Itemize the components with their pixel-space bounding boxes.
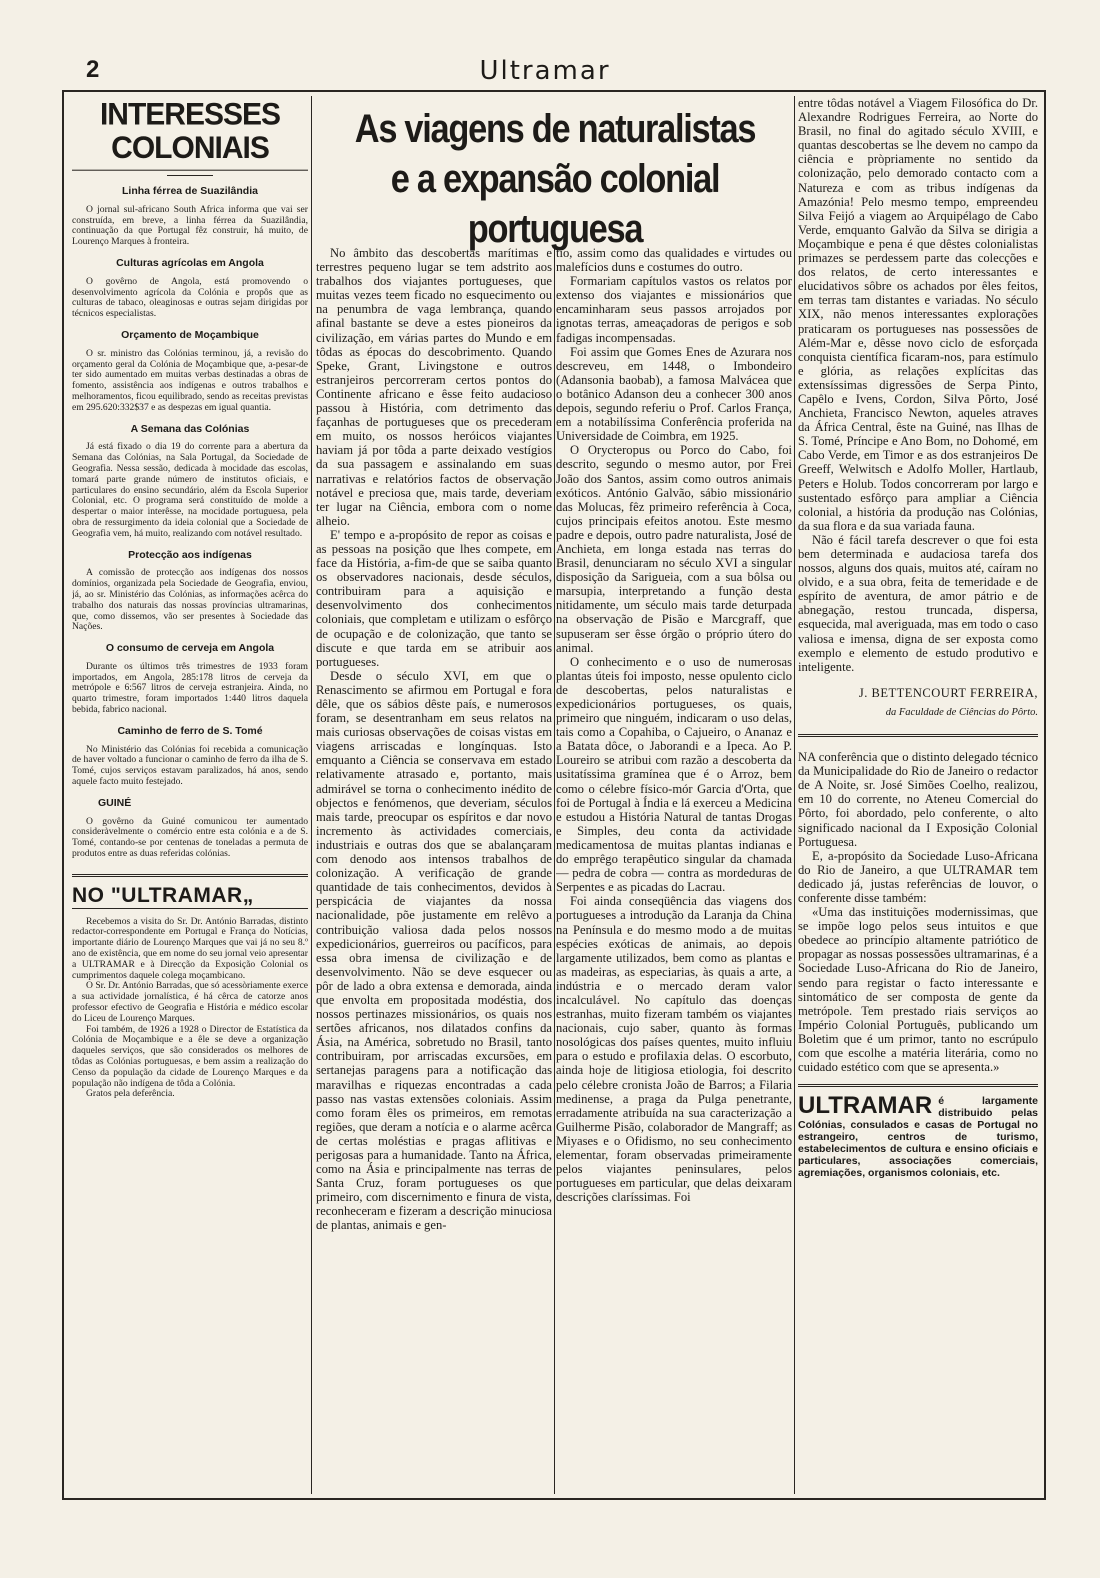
paragraph: NA conferência que o distinto delegado técnico da Municipalidade do Rio de Janeiro o redactor de A Noite, sr. José Simões Coelho, realizou, em 10 do corrente, no Ateneu Comercial do Pôrto, foi abordado, pelo conferente, o alto significado nacional da I Exposição Colonial Portuguesa.	[798, 750, 1038, 849]
interesses-coloniais-column	[72, 96, 308, 1484]
article-column-4	[798, 96, 1038, 1490]
news-text: A comissão de protecção aos indígenas dos nossos domínios, organizada pela Sociedade de Geografia, enviou, já, ao sr. Ministério das Colónias, as informações acêrca do trabalho dos naturais das nossas províncias ultramarinas, que, como dissemos, vão ser presentes à Sociedade das Nações.	[72, 567, 308, 633]
paragraph: entre tôdas notável a Viagem Filosófica do Dr. Alexandre Rodrigues Ferreira, ao Norte do Brasil, no final do agitado século XVIII, e quantas descobertas se lhe devem no campo da ciência e pròpriamente no sentido da colonização, pelo demorado contacto com a Natureza e com as tribus indígenas da Amazónia! Pelo mesmo tempo, empreendeu Silva Feijó a viagem ao Arquipélago de Cabo Verde, emquanto Galvão da Silva se dirigia a Moçambique e pena é que dêstes colonialistas primazes se perdessem parte das colecções e dos relatos, de certo interessantes e elucidativos sôbre os achados por êles feitos, em terras tam distantes e variadas. No século XIX, não menos interessantes explorações praticaram os portugueses nas possessões de Além-Mar e, dêsse novo ciclo de esforçada conquista científica ficaram-nos, para estímulo e glória, as relações explícitas das extensíssimas digressões de Serpa Pinto, Capêlo e Ivens, Cordon, Silva Pôrto, José Anchieta, Francisco Newton, aqueles atraves da África Central, êste na Guiné, nas Ilhas de S. Tomé, Príncipe e Ano Bom, no Dohomé, em Cabo Verde, em Timor e as dos estranjeiros De Greeff, Welwitsch e Adolfo Moller, Hartlaub, Peters e Holub. Todos concorreram por largo e sustentado esfôrço para ampliar a Ciência colonial, a história da produção nas Colónias, da sua flora e da sua variada fauna.	[798, 96, 1038, 533]
news-heading: Orçamento de Moçambique	[121, 328, 259, 341]
news-item	[72, 798, 308, 860]
no-ultramar-section	[72, 874, 308, 1100]
no-ultramar-heading: NO "ULTRAMAR„	[72, 891, 308, 909]
paragraph: E' tempo e a-propósito de repor as coisas e as pessoas na posição que lhes compete, em face da História, a-fim-de que se saiba quanto os observadores nacionais, desde séculos, contribuiram para a aquisição e desenvolvimento dos conhecimentos coloniais, que completam e utilizam o esfôrço de ocupação e de colonização, que tanto se discute e que tarda em se atribuir aos portugueses.	[316, 527, 552, 669]
article-headline: As viagens de naturalistas e a expansão colonial portuguesa	[354, 107, 756, 251]
conference-notice	[798, 750, 1038, 1074]
news-item	[72, 643, 308, 716]
news-text: O govêrno da Guiné comunicou ter aumentado consideràvelmente o comércio entre esta colónia e a de S. Tomé, contando-se por centenas de toneladas a permuta de produtos entre as duas referidas colónias.	[72, 815, 308, 860]
quotation: «Uma das instituições modernissimas, que se impõe logo pelos seus intuitos e que obedece ao princípio altamente patriótico de propagar as nossas possessões ultramarinas, é a Sociedade Luso-Africana do Rio de Janeiro, sendo para registar o facto interessante e sintomático de ser composta de gente da metrópole. Tem prestado riais serviços ao Império Colonial Português, publicando um Boletim que é um primor, tanto no escrúpulo com que escolhe a matéria literária, como no cuidado estético com que se apresenta.»	[798, 905, 1038, 1075]
advert-title: ULTRAMAR	[798, 1092, 933, 1120]
advert-text: é largamente distribuido pelas Colónias, consulados e casas de Portugal no estrangeiro, centros de turismo, estabelecimentos de cultura e ensino oficiais e particulares, associações comerciais, agremiações, organismos coloniais, etc.	[798, 1095, 1038, 1180]
ultramar-advert	[798, 1084, 1038, 1179]
paragraph: E, a-propósito da Sociedade Luso-Africana do Rio de Janeiro, a que ULTRAMAR tem dedicado já, justas referências de louvor, o conferente disse também:	[798, 848, 1038, 905]
title-underline	[167, 175, 213, 176]
article-column-3	[556, 246, 792, 1486]
news-item	[72, 258, 308, 320]
news-heading: GUINÉ	[98, 796, 132, 809]
paragraph: Não é fácil tarefa descrever o que foi esta bem determinada e audaciosa tarefa dos nossos, alguns dos quais, muitos até, caíram no olvido, e a sua obra, feita de temeridade e de espírito de aventura, de amor pátrio e de abnegação, restou truncada, dispersa, esquecida, mal averiguada, mas em todo o caso valiosa e imensa, digna de ser exposta como exemplo e elemento de estudo produtivo e inteligente.	[798, 532, 1038, 674]
newspaper-title: Ultramar	[479, 56, 611, 86]
column-rule	[554, 246, 555, 1494]
paragraph: Formariam capítulos vastos os relatos por extenso dos viajantes e missionários que encaminharam seus passos arrojados por ignotas terras, ameaçadoras de perigos e sob fadigas incompensadas.	[556, 274, 792, 345]
paragraph: Gratos pela deferência.	[86, 1088, 175, 1100]
paragraph: Foi ainda conseqüência das viagens dos portugueses a introdução da Laranja da China na Península e do mesmo modo a de muitas espécies exóticas de animais, ao depois largamente utilizados, bem como as plantas e as madeiras, as especiarias, às quais a arte, a indústria e o mercado deram valor incalculável. No capítulo das doenças estranhas, muito fizeram também os viajantes nacionais, cujo saber, quanto às formas nosológicas dos países quentes, muito influiu para o estudo e profilaxia delas. O escorbuto, ainda hoje de litigiosa etiologia, foi descrito pelo célebre cronista João de Barros; a Filaria medinense, a praga da Pulga penetrante, erradamente atribuída na sua caracterização a Guilherme Pisão, colaborador de Mangraff; as Miyases e o Ofidismo, no seu conhecimento elementar, foram observadas primeiramente pelos viajantes peninsulares, pelos portugueses em particular, que delas deixaram descrições claríssimas. Foi	[556, 894, 792, 1205]
news-text: Já está fixado o dia 19 do corrente para a abertura da Semana das Colónias, na Sala Portugal, da Sociedade de Geografia. Nessa sessão, dedicada à mocidade das escolas, tomará parte grande número de institutos oficiais, e particulares do ensino secundário, além da Escola Superior Colonial, etc. O programa será constituído de molde a despertar o maior interêsse, na mocidade portuguesa, pela obra de ressurgimento da ideia colonial que a Sociedade de Geografia vem, há muito, realizando com notável resultado.	[72, 441, 308, 539]
news-text: No Ministério das Colónias foi recebida a comunicação de haver voltado a funcionar o caminho de ferro da ilha de S. Tomé, cujos serviços estavam paralizados, há anos, sendo aquele facto muito festejado.	[72, 743, 308, 788]
paragraph: O Orycteropus ou Porco do Cabo, foi descrito, segundo o mesmo autor, por Frei João dos Santos, assim como outros animais exóticos. António Galvão, sábio missionário das Molucas, fêz primeiro referência à Coca, cujos principais efeitos anotou. Este mesmo padre e depois, outro padre naturalista, José de Anchieta, em longa estada nas terras do Brasil, denunciaram no século XVI a singular disposição da Sarigueia, com a sua bôlsa ou marsupia, interpretando a função desta nitidamente, um século mais tarde deturpada na observação de Pisão e Marcgraff, que supuseram ser êsse órgão o próprio útero do animal.	[556, 443, 792, 655]
article-column-2	[316, 246, 552, 1486]
column-rule	[311, 96, 312, 1494]
news-item	[72, 186, 308, 248]
news-text: O sr. ministro das Colónias terminou, já, a revisão do orçamento geral da Colónia de Moçambique que, a-pesar-de ter sido aumentado em muitas verbas destinadas a obras de fomento, assistência aos indígenas e outros trabalhos e melhoramentos, ficou equilibrado, sendo as receitas previstas em 295.620:332$37 e as despezas em igual quantia.	[72, 347, 308, 413]
paragraph: O conhecimento e o uso de numerosas plantas úteis foi imposto, nesse opulento ciclo de descobertas, pelos naturalistas e expedicionários portugueses, os quais, primeiro que ninguém, indicaram o uso delas, tais como a Copahiba, o Cajueiro, o Ananaz e a Batata dôce, o Jaborandi e a Ipeca. Ao P. Loureiro se atribui com razão a descoberta da usitatíssima gramínea que é o Arroz, bem como o célebre físico-mór Garcia d'Orta, que foi de Portugal à Índia e lá exerceu a Medicina e estudou a História Natural de tantas Drogas e Simples, deu conta da actividade medicamentosa de muitas plantas indianas e do emprêgo terapêutico singular da chamada — pedra de cobra — contra as mordeduras de Serpentes e as picadas do Lacrau.	[556, 654, 792, 895]
section-divider	[798, 734, 1038, 740]
paragraph: Foi também, de 1926 a 1928 o Director de Estatística da Colónia de Moçambique e a êle se deve a organização daqueles serviços, que são considerados os melhores de tôdas as Colónias portuguesas, e bem assim a realização do Censo da população da cidade de Lourenço Marques e da população não indígena de tôda a Colónia.	[72, 1023, 308, 1089]
paragraph: Desde o século XVI, em que o Renascimento se afirmou em Portugal e fora dêle, que os sábios dêste país, e numerosos foram, se desentranham em seus relatos na mais curiosas observações de coisas vistas em viagens arriscadas e longínquas. Isto emquanto a Ciência se conservava em estado relativamente atrasado e, portanto, mais admirável se torna o conhecimento inédito de objectos e fenómenos, que deveriam, séculos mais tarde, preocupar os espíritos e dar novo incremento às actividades comerciais, industriais e outras dos que se abalançaram com denodo aos intensos trabalhos de colonização. A verificação de grande quantidade de tais conhecimentos, devidos à perspicácia de viajantes da nossa nacionalidade, põe justamente em relêvo a contribuição valiosa dada pelos nossos expedicionários, guerreiros ou pacíficos, para essa obra imensa de civilização e de desenvolvimento. Não se deve esquecer ou pôr de lado a obra extensa e demorada, ainda que envolta em propositada modéstia, dos nossos pertinazes missionários, os quais nos sertões africanos, nos dilatados confins da Ásia, na América, sobretudo no Brasil, tanto contribuiram, por arriscadas excursões, em sertanejas paragens para a notificação das maravilhas e riquezas encontradas a cada passo nas vastas extensões coloniais. Assim como foram êles os primeiros, em remotas regiões, que deram a notícia e o alarme acêrca de certas moléstias e pragas aflitivas e perigosas para a humanidade. Tanto na África, como na Ásia e principalmente nas terras de Santa Cruz, foram portugueses os que primeiro, com discernimento e finura de vista, reconheceram e fizeram a descrição minuciosa de plantas, animais e gen-	[316, 668, 552, 1233]
news-item	[72, 424, 308, 540]
paragraph: Foi assim que Gomes Enes de Azurara nos descreveu, em 1448, o Imbondeiro (Adansonia baobab), a famosa Malvácea que o botânico Adanson deu a conhecer 300 anos depois, segundo referiu o Prof. Carlos França, em a notabilíssima Conferência proferida na Universidade de Coimbra, em 1925.	[556, 344, 792, 444]
news-heading: Caminho de ferro de S. Tomé	[117, 724, 263, 737]
news-heading: A Semana das Colónias	[130, 422, 250, 435]
page-number: 2	[86, 56, 100, 83]
news-item	[72, 726, 308, 788]
author-signature: J. BETTENCOURT FERREIRA,	[858, 685, 1038, 700]
column-rule	[794, 96, 795, 1494]
news-item	[72, 550, 308, 634]
paragraph: O Sr. Dr. António Barradas, que só acessòriamente exerce a sua actividade jornalística, é há cêrca de catorze anos professor efectivo de Geografia e História e médico escolar do Liceu de Lourenço Marques.	[72, 980, 308, 1024]
news-text: O jornal sul-africano South Africa informa que vai ser construída, em breve, a linha férrea da Suazilândia, continuação da que Portugal fêz construir, há muito, de Lourenço Marques à fronteira.	[72, 203, 308, 248]
section-title: INTERESSES COLONIAIS	[72, 98, 308, 170]
news-heading: Culturas agrícolas em Angola	[116, 256, 264, 269]
news-heading: Linha férrea de Suazilândia	[122, 185, 258, 197]
news-heading: O consumo de cerveja em Angola	[105, 642, 275, 655]
news-heading: Protecção aos indígenas	[128, 548, 252, 561]
paragraph: tio, assim como das qualidades e virtudes ou malefícios duns e costumes do outro.	[556, 246, 792, 275]
paragraph: Recebemos a visita do Sr. Dr. António Barradas, distinto redactor-correspondente em Portugal e França do Notícias, importante diário de Lourenço Marques que vai já no seu 8.º ano de existência, que em nome do seu jornal veio apresentar a ULTRAMAR e à Direcção da Exposição Colonial os cumprimentos daquele colega moçambicano.	[72, 915, 308, 981]
masthead	[60, 50, 1030, 94]
paragraph: No âmbito das descobertas marítimas e terrestres pequeno lugar se tem adstrito aos trabalhos dos viajantes portugueses, que muitas vezes teem ficado no esquecimento ou na penumbra de vaga lembrança, quando afinal bastante se deve a estes pioneiros da civilização, em várias partes do Mundo e em tôdas as épocas do descobrimento. Quando Speke, Grant, Livingstone e outros estranjeiros percorreram certos pontos do Continente africano e êsse feito audacioso passou à História, com detrimento das façanhas de portugueses que os precederam em muito, os nossos heróicos viajantes haviam já por tôda a parte deixado vestígios da sua passagem e assinalando em suas narrativas e relatórios factos de observação notável e preciosa que, mais tarde, deveriam ter lugar na Ciência, embora com o nome alheio.	[316, 246, 552, 528]
news-text: O govêrno de Angola, está promovendo o desenvolvimento agrícola da Colónia e propôs que as culturas de tabaco, oleaginosas e outras sejam dirigidas por técnicos especialistas.	[72, 275, 308, 320]
author-affiliation: da Faculdade de Ciências do Pôrto.	[885, 706, 1038, 718]
news-text: Durante os últimos três trimestres de 1933 foram importados, em Angola, 285:178 litros de cerveja da metrópole e 6:567 litros de cerveja estranjeira. Ainda, no quarto trimestre, foram importados 1:440 litros daquela bebida, fabrico nacional.	[72, 660, 308, 716]
news-item	[72, 330, 308, 414]
